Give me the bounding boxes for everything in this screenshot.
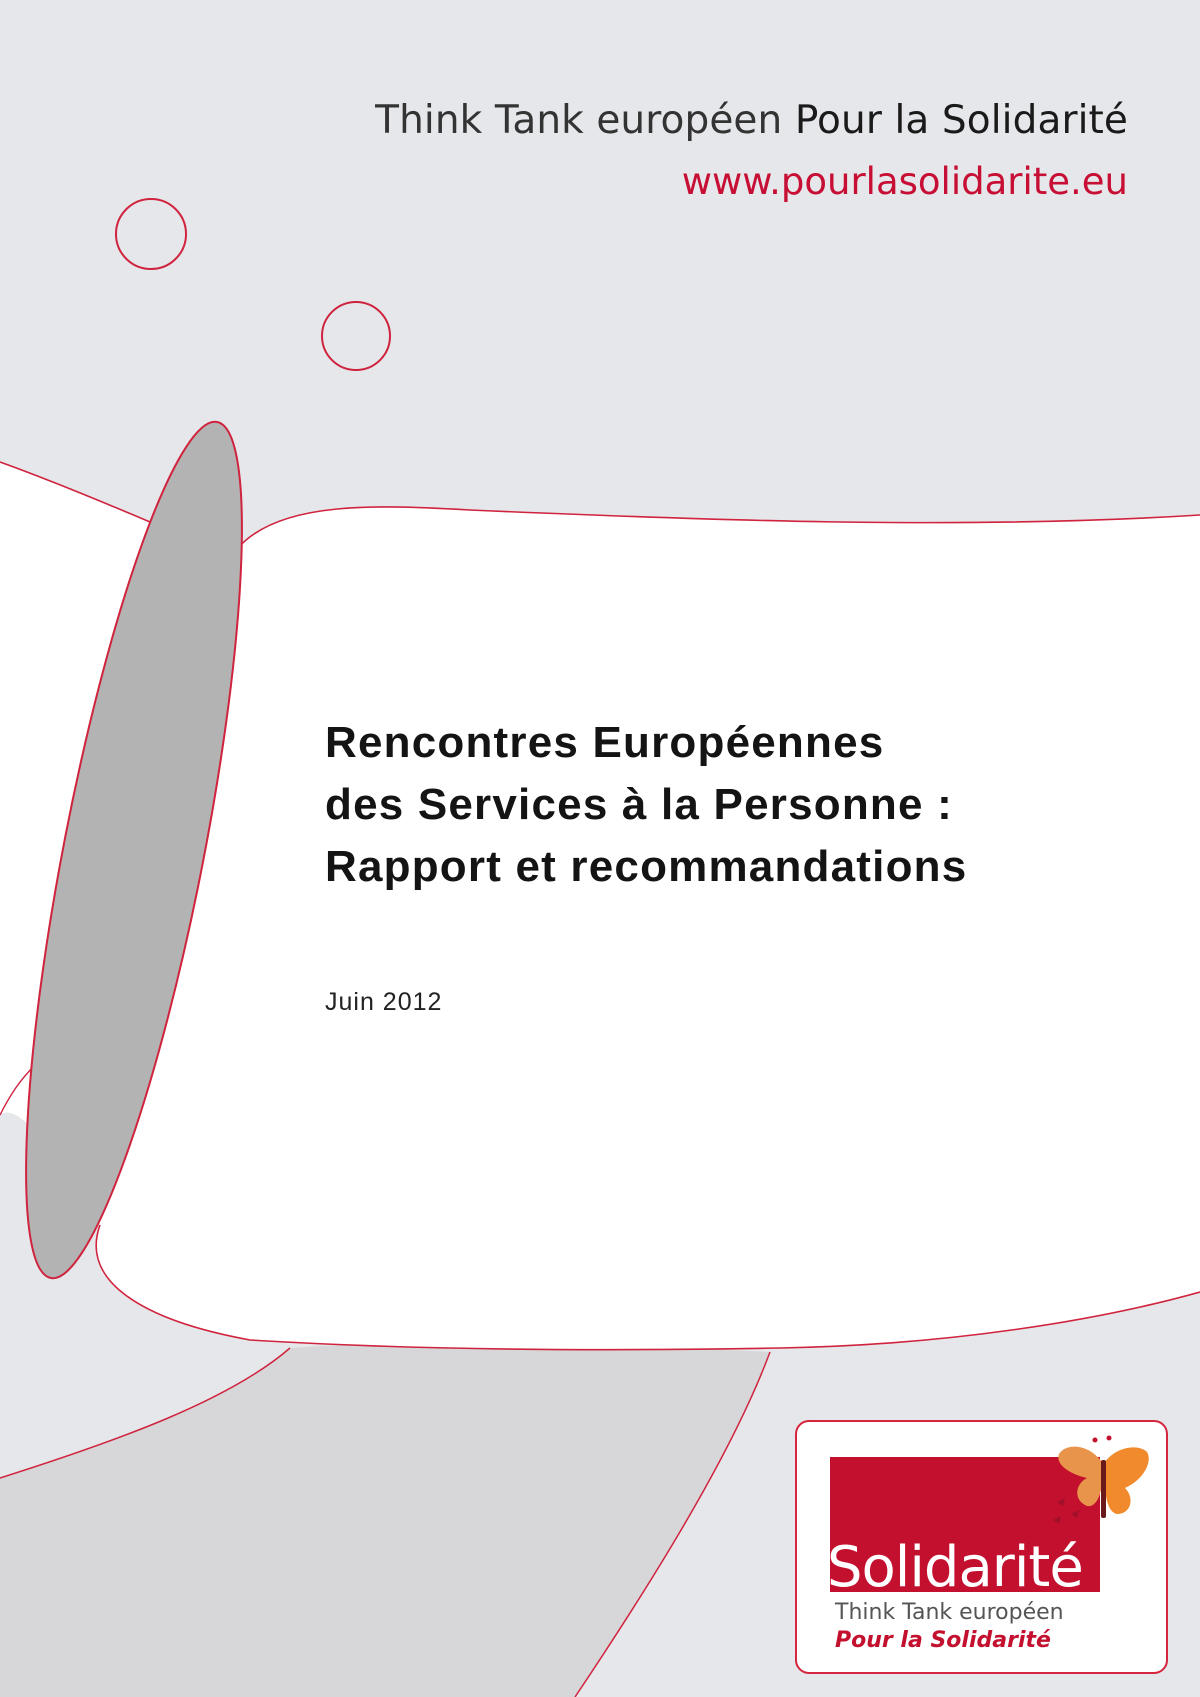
tagline-light: Think Tank européen (375, 98, 783, 143)
tagline-strong: Pour la Solidarité (794, 98, 1128, 143)
title-line: des Services à la Personne : (325, 780, 953, 829)
document-title (325, 712, 1125, 898)
logo-subtitle: Think Tank européen (835, 1600, 1064, 1625)
title-line: Rapport et recommandations (325, 842, 968, 891)
small-circle-outline (322, 302, 390, 370)
gray-swoosh-shape (0, 1343, 770, 1697)
logo-wordmark: Solidarité (827, 1535, 1083, 1600)
title-line: Rencontres Européennes (325, 718, 885, 767)
solidarite-logo (795, 1420, 1168, 1674)
logo-subtitle-accent: Pour la Solidarité (835, 1628, 1051, 1653)
publication-date: Juin 2012 (325, 988, 443, 1016)
header-tagline (375, 98, 1128, 143)
website-url[interactable]: www.pourlasolidarite.eu (681, 160, 1128, 203)
small-circle-outline (116, 199, 186, 269)
butterfly-icon (1047, 1432, 1157, 1532)
